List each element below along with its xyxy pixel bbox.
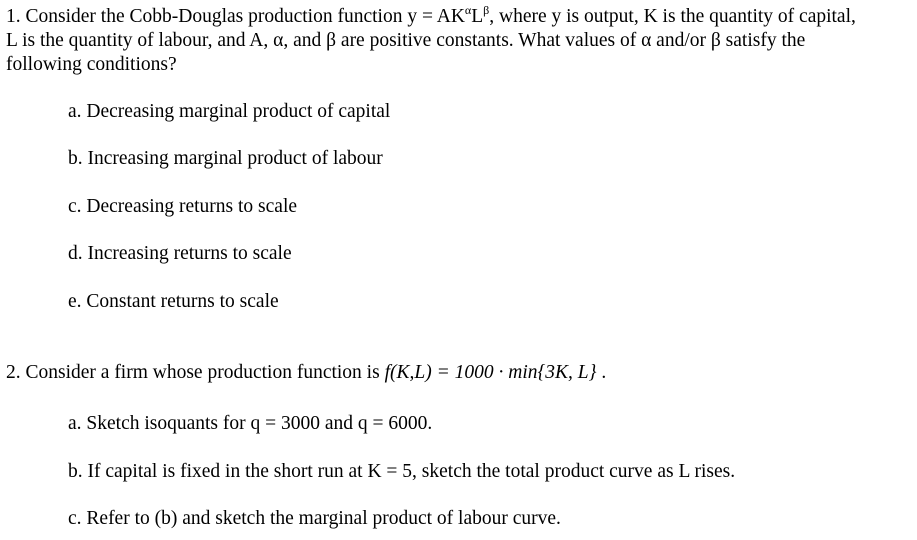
question-2-item-a: a. Sketch isoquants for q = 3000 and q = 6000. (68, 413, 433, 434)
question-1-item-a: a. Decreasing marginal product of capital (68, 101, 391, 122)
alpha-exponent: α (464, 3, 472, 17)
production-function-formula: f(K,L) = 1000 · min{3K, L} (384, 362, 597, 383)
question-1-intro (6, 5, 911, 77)
question-1-item-b: b. Increasing marginal product of labour (68, 148, 383, 169)
question-2-item-b: b. If capital is fixed in the short run at K = 5, sketch the total product curve as L rises. (68, 461, 736, 482)
beta-exponent: β (483, 3, 490, 17)
question-1-item-d: d. Increasing returns to scale (68, 243, 292, 264)
question-1-line-1-end: , where y is output, K is the quantity of capital, (489, 6, 856, 27)
question-1-item-c: c. Decreasing returns to scale (68, 196, 298, 217)
question-1-line-1-start: 1. Consider the Cobb-Douglas production function y = AK (6, 6, 465, 27)
question-2-item-c: c. Refer to (b) and sketch the marginal product of labour curve. (68, 508, 561, 529)
question-1-line-3: following conditions? (6, 54, 177, 75)
question-2-intro-end: . (596, 362, 607, 383)
question-1-line-1 (6, 5, 911, 29)
question-1-item-e: e. Constant returns to scale (68, 291, 279, 312)
question-1-line-2: L is the quantity of labour, and A, α, and β are positive constants. What values of α and/or β satisfy the (6, 30, 806, 51)
labour-symbol: L (471, 6, 484, 27)
question-2-intro (6, 361, 606, 385)
question-2-intro-text: 2. Consider a firm whose production function is (6, 362, 385, 383)
